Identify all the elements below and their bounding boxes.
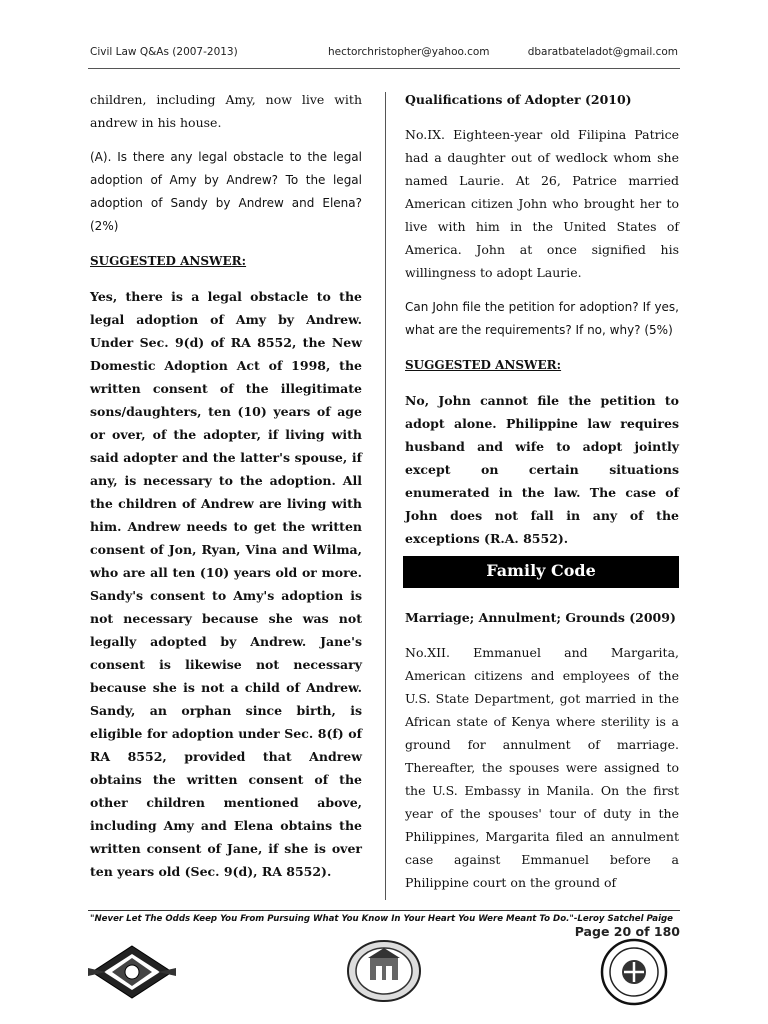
page-number: Page 20 of 180 — [574, 924, 680, 939]
right-column — [405, 88, 679, 894]
suggested-answer-label-2: SUGGESTED ANSWER: — [405, 358, 562, 372]
header-title: Civil Law Q&As (2007-2013) — [90, 46, 238, 58]
section-heading-marriage: Marriage; Annulment; Grounds (2009) — [405, 610, 676, 625]
intro-text: children, including Amy, now live with andrew in his house. — [90, 92, 362, 130]
answer-text: Yes, there is a legal obstacle to the legal adoption of Amy by Andrew. Under Sec. 9(d) of RA 8552, the New Domestic Adoption Act of 1998, the written consent of the illegitimate sons/daughters, ten (10) years of age or over, of the adopter, if living with said adopter and the latter's spouse, if any, is necessary to the adoption. All the children of Andrew are living with him. Andrew needs to get the written consent of Jon, Ryan, Vina and Wilma, who are all ten (10) years old or more. Sandy's consent to Amy's adoption is not necessary because she was not legally adopted by Andrew. Jane's consent is likewise not necessary because she is not a child of Andrew. Sandy, an orphan since birth, is eligible for adoption under Sec. 8(f) of RA 8552, provided that Andrew obtains the written consent of the other children mentioned above, including Amy and Elena obtains the written consent of Jane, if she is over ten years old (Sec. 9(d), RA 8552). — [90, 289, 362, 879]
left-emblem-logo — [86, 942, 178, 1002]
column-divider — [385, 92, 386, 900]
answer-ix-text: No, John cannot file the petition to adopt alone. Philippine law requires husband and wife to adopt jointly except on certain situations enumerated in the law. The case of John does not fall in any of the exceptions (R.A. 8552). — [405, 393, 679, 546]
header-email-1: hectorchristopher@yahoo.com — [328, 46, 490, 58]
question-text: (A). Is there any legal obstacle to the legal adoption of Amy by Andrew? To the legal adoption of Sandy by Andrew and Elena? (2%) — [90, 150, 362, 233]
question-ix-prompt: Can John file the petition for adoption? If yes, what are the requirements? If no, why? (5%) — [405, 300, 679, 337]
footer-quote: "Never Let The Odds Keep You From Pursuing What You Know In Your Heart You Were Meant To Do."-Leroy Satchel Paige — [90, 914, 673, 924]
right-seal-logo — [596, 938, 672, 1006]
center-seal-logo — [346, 938, 422, 1004]
footer-divider — [88, 910, 680, 911]
section-heading-qualifications: Qualifications of Adopter (2010) — [405, 92, 632, 107]
family-code-banner: Family Code — [403, 556, 679, 588]
header-divider — [88, 68, 680, 69]
page-header — [90, 46, 678, 62]
suggested-answer-label: SUGGESTED ANSWER: — [90, 254, 247, 268]
header-email-2: dbaratbateladot@gmail.com — [527, 46, 678, 58]
left-column — [90, 88, 362, 883]
question-xii-text: No.XII. Emmanuel and Margarita, American citizens and employees of the U.S. State Department, got married in the African state of Kenya where sterility is a ground for annulment of marriage. Thereafter, the spouses were assigned to the U.S. Embassy in Manila. On the first year of the spouses' tour of duty in the Philippines, Margarita filed an annulment case against Emmanuel before a Philippine court on the ground of — [405, 645, 679, 890]
question-ix-text: No.IX. Eighteen-year old Filipina Patrice had a daughter out of wedlock whom she named Laurie. At 26, Patrice married American citizen John who brought her to live with him in the United States of America. John at once signified his willingness to adopt Laurie. — [405, 127, 679, 280]
